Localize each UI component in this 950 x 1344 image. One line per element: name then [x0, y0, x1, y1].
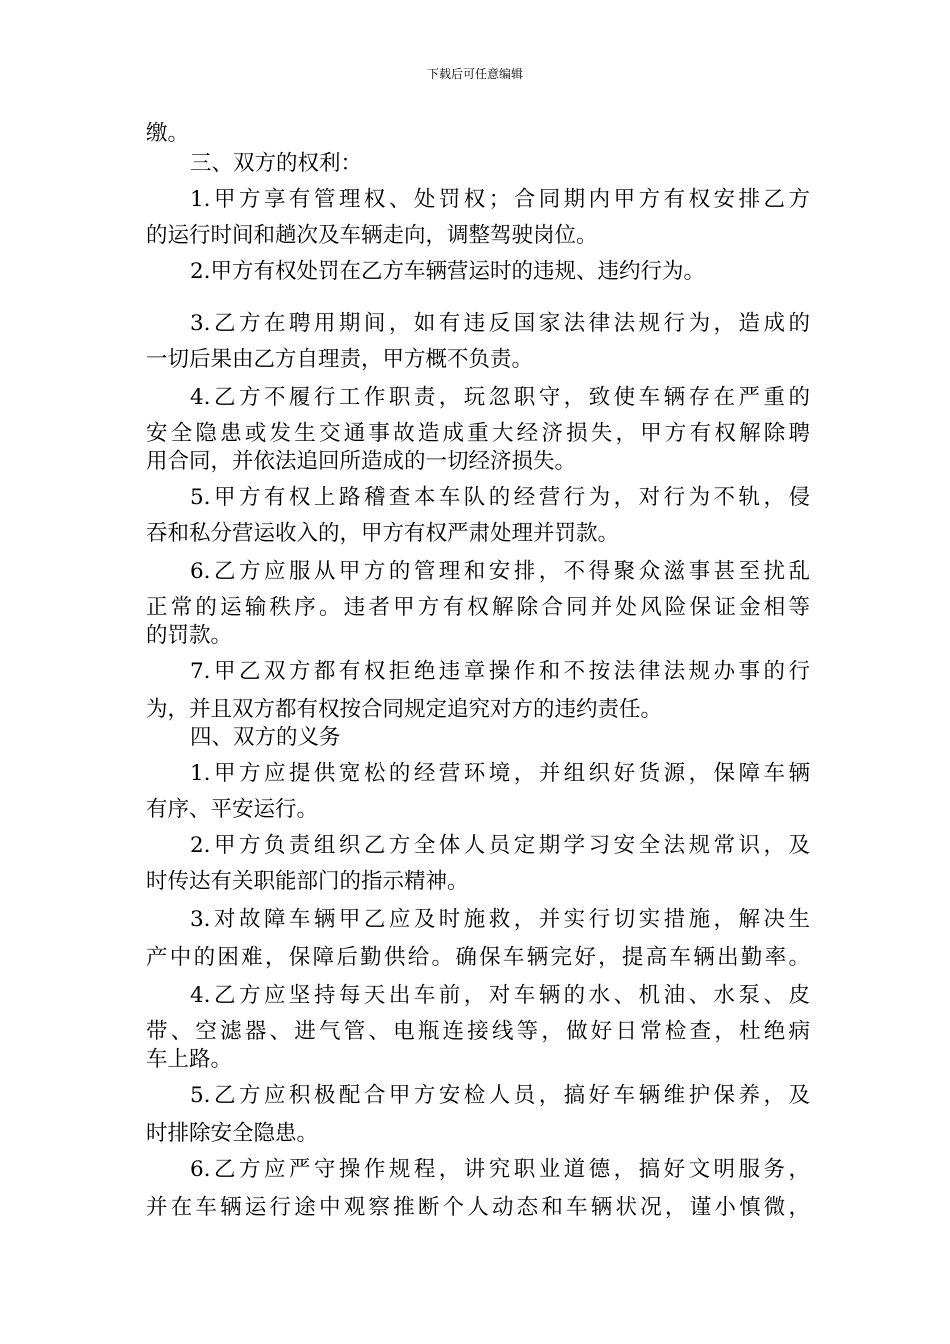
text-line: 安全隐患或发生交通事故造成重大经济损失，甲方有权解除聘 — [146, 421, 810, 446]
text-line: 有序、平安运行。 — [146, 797, 319, 822]
text-line: 6.乙方应服从甲方的管理和安排，不得聚众滋事甚至扰乱 — [190, 559, 810, 584]
page-header: 下载后可任意编辑 — [426, 67, 523, 81]
text-line: 时传达有关职能部门的指示精神。 — [146, 869, 469, 894]
text-line: 5.乙方应积极配合甲方安检人员，搞好车辆维护保养，及 — [190, 1083, 810, 1108]
text-line: 4.乙方应坚持每天出车前，对车辆的水、机油、水泵、皮 — [190, 983, 810, 1008]
text-line: 7.甲乙双方都有权拒绝违章操作和不按法律法规办事的行 — [190, 659, 810, 684]
text-line: 三、双方的权利： — [190, 151, 363, 176]
text-line: 带、空滤器、进气管、电瓶连接线等，做好日常检查，杜绝病 — [146, 1019, 810, 1044]
text-line: 4.乙方不履行工作职责，玩忽职守，致使车辆存在严重的 — [190, 385, 810, 410]
text-line: 车上路。 — [146, 1047, 233, 1072]
text-line: 为，并且双方都有权按合同规定追究对方的违约责任。 — [146, 697, 663, 722]
text-line: 的运行时间和趟次及车辆走向，调整驾驶岗位。 — [146, 223, 598, 248]
text-line: 2.甲方有权处罚在乙方车辆营运时的违规、违约行为。 — [190, 259, 706, 284]
text-line: 3.对故障车辆甲乙应及时施救，并实行切实措施，解决生 — [190, 907, 810, 932]
text-line: 时排除安全隐患。 — [146, 1121, 319, 1146]
text-line: 的罚款。 — [146, 623, 233, 648]
text-line: 用合同，并依法追回所造成的一切经济损失。 — [146, 449, 577, 474]
text-line: 缴。 — [146, 121, 190, 146]
text-line: 1.甲方应提供宽松的经营环境，并组织好货源，保障车辆 — [190, 761, 810, 786]
text-line: 一切后果由乙方自理责，甲方概不负责。 — [146, 347, 534, 372]
text-line: 产中的困难，保障后勤供给。确保车辆完好，提高车辆出勤率。 — [146, 945, 810, 970]
text-line: 并在车辆运行途中观察推断个人动态和车辆状况，谨小慎微， — [146, 1195, 810, 1220]
text-line: 2.甲方负责组织乙方全体人员定期学习安全法规常识，及 — [190, 833, 810, 858]
text-line: 6.乙方应严守操作规程，讲究职业道德，搞好文明服务， — [190, 1157, 810, 1182]
text-line: 正常的运输秩序。违者甲方有权解除合同并处风险保证金相等 — [146, 595, 810, 620]
text-line: 3.乙方在聘用期间，如有违反国家法律法规行为，造成的 — [190, 311, 810, 336]
text-line: 1.甲方享有管理权、处罚权；合同期内甲方有权安排乙方 — [190, 187, 810, 212]
text-line: 5.甲方有权上路稽查本车队的经营行为，对行为不轨，侵 — [190, 485, 810, 510]
text-line: 四、双方的义务 — [190, 725, 341, 750]
text-line: 吞和私分营运收入的，甲方有权严肃处理并罚款。 — [146, 521, 620, 546]
